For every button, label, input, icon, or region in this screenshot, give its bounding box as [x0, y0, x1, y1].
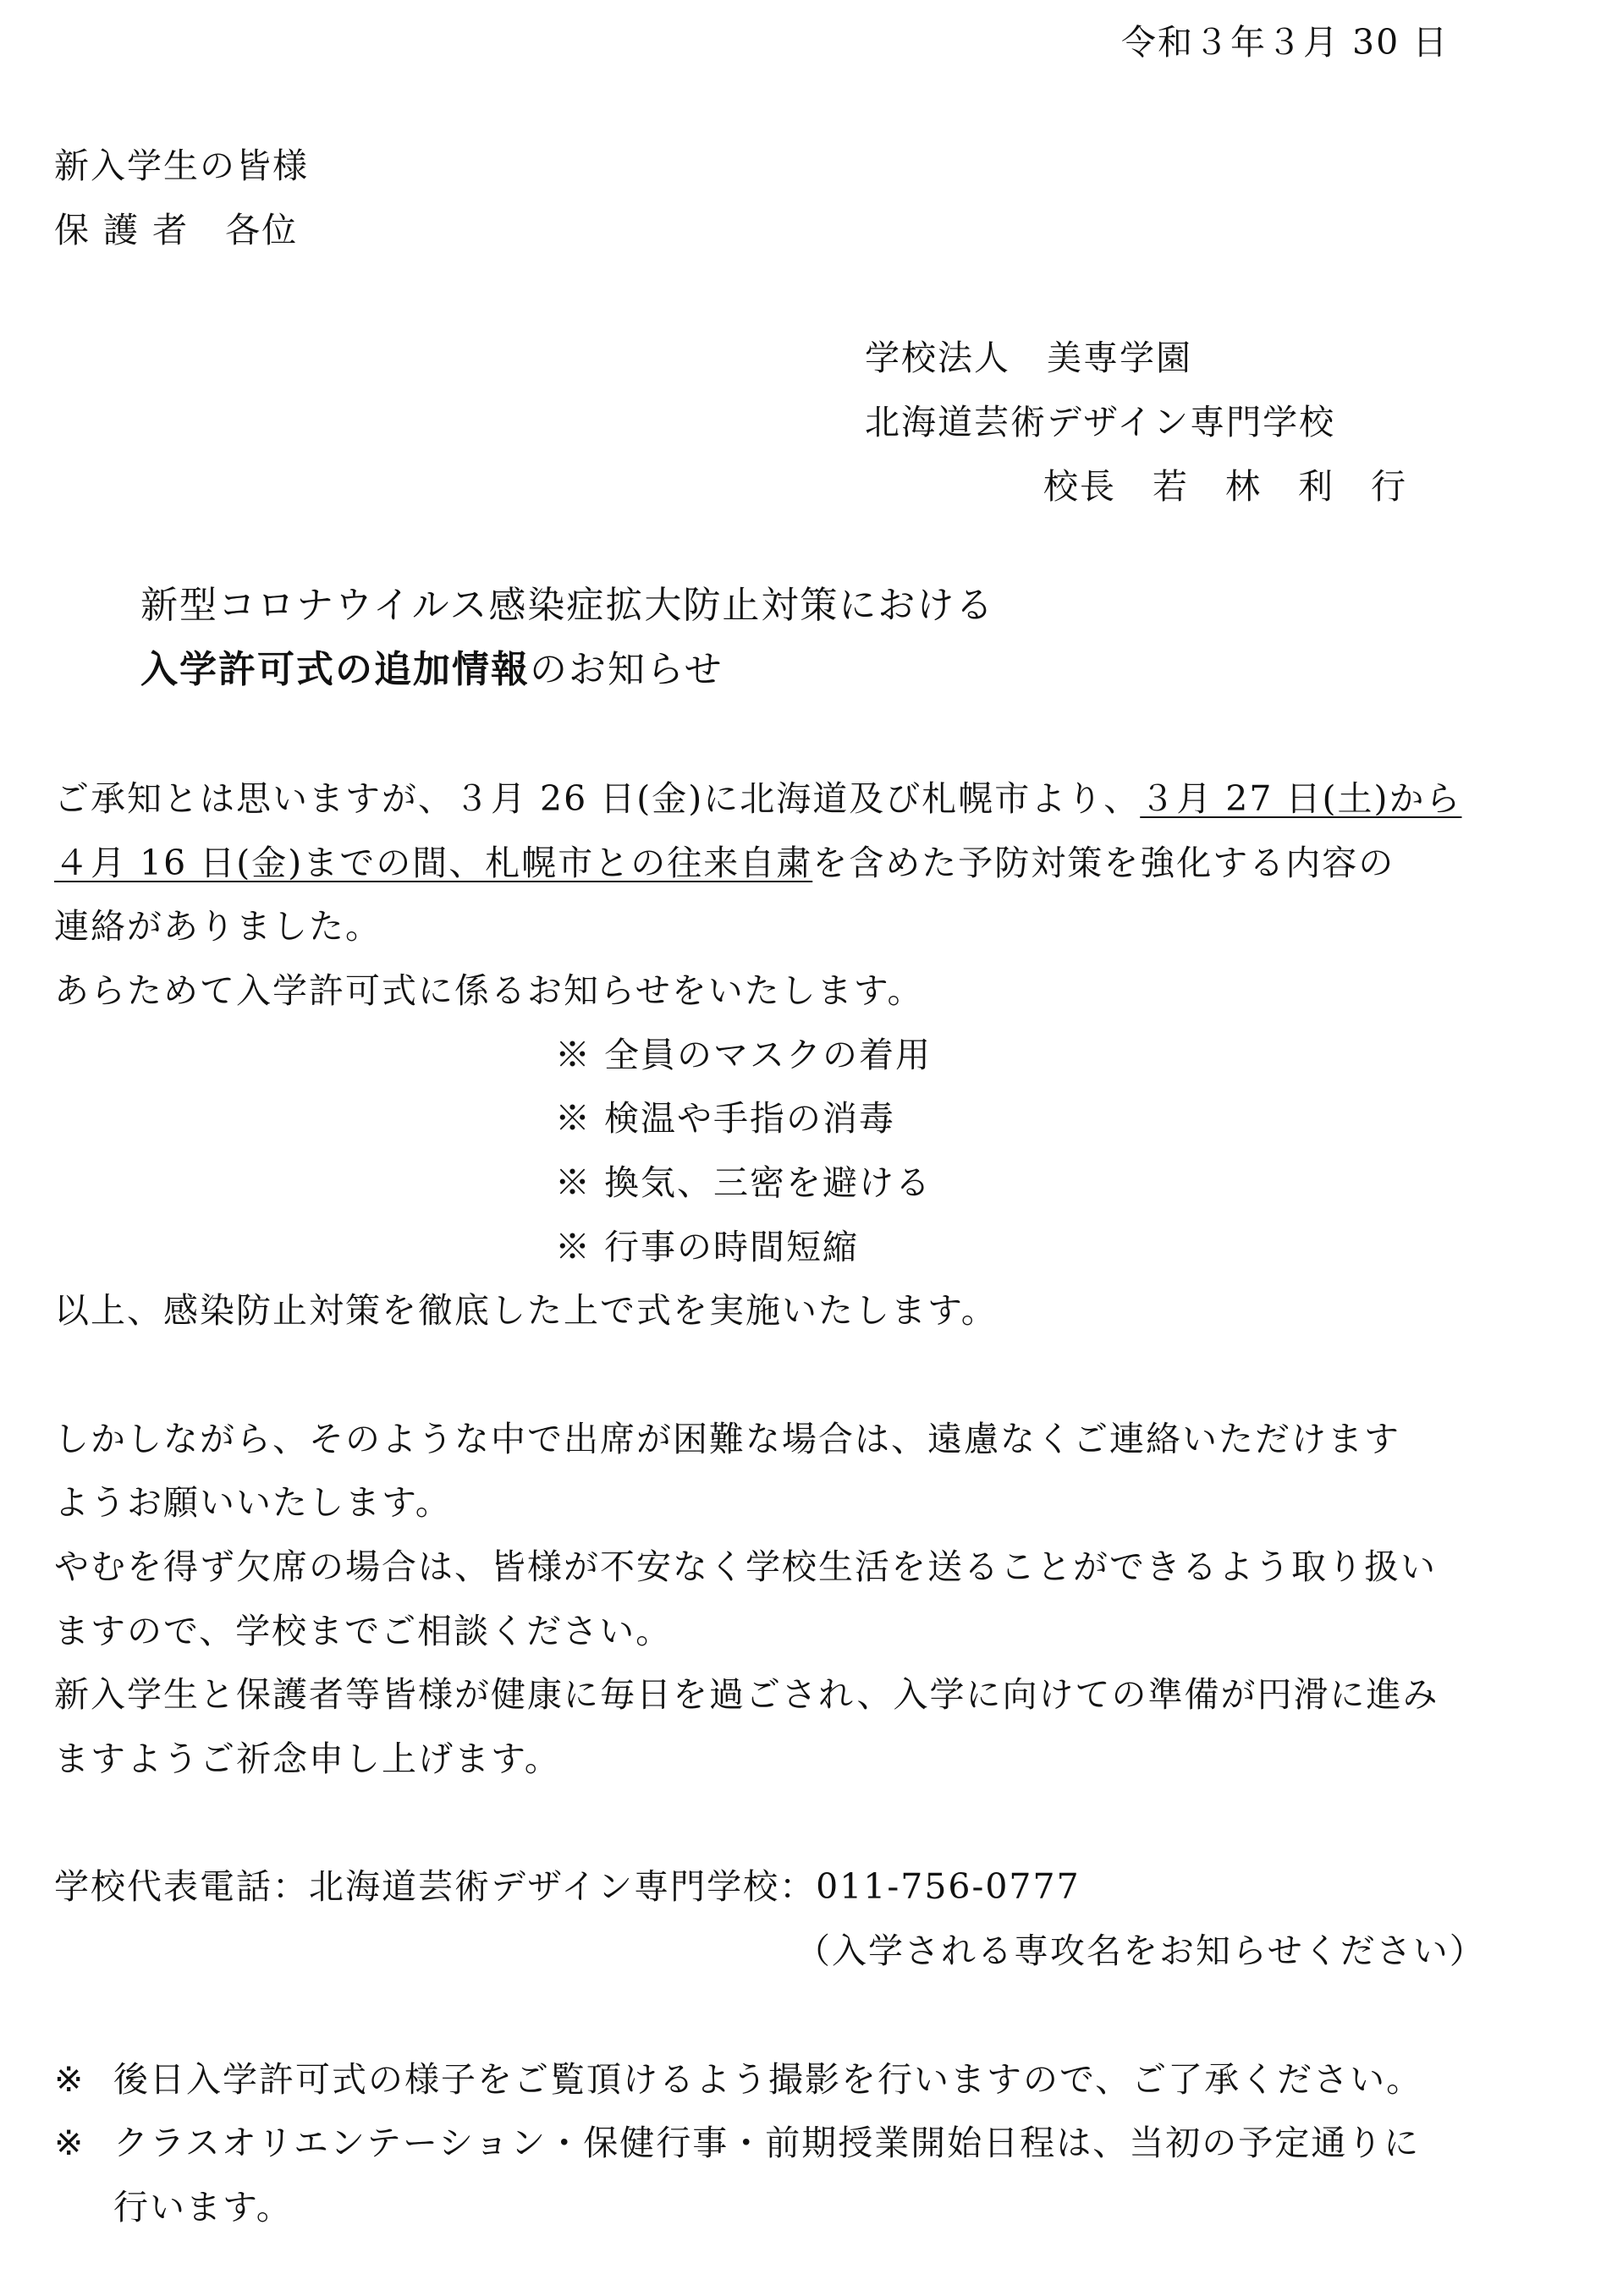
body3-line2: ようお願いいたします。 [54, 1482, 452, 1523]
note-2-continuation: 行います。 [113, 2187, 293, 2227]
body3-line4: ますので、学校までご相談ください。 [54, 1611, 673, 1651]
contact-phone: 学校代表電話：北海道芸術デザイン専門学校：011-756-0777 [54, 1866, 1081, 1907]
body1-line2-text: を含めた予防対策を強化する内容の [812, 843, 1395, 883]
body1-line3: 連絡がありました。 [54, 906, 382, 947]
document-date: 令和３年３月 30 日 [1121, 22, 1450, 63]
measure-item: ※ 行事の時間短縮 [555, 1227, 860, 1267]
title-emphasis: 入学許可式の追加情報 [140, 648, 530, 691]
measure-item: ※ 全員のマスクの着用 [555, 1035, 933, 1075]
sender-school: 北海道芸術デザイン専門学校 [865, 402, 1336, 442]
measure-item: ※ 換気、三密を避ける [555, 1162, 933, 1203]
body3-line5: 新入学生と保護者等皆様が健康に毎日を過ごされ、入学に向けての準備が円滑に進み [54, 1674, 1439, 1715]
document-title-line2 [140, 646, 723, 694]
body1-line2-underlined: ４月 16 日(金)までの間、札幌市との往来自粛 [54, 843, 813, 883]
body1-line2 [54, 839, 1395, 887]
sender-principal: 校長 若 林 利 行 [1043, 466, 1407, 507]
recipient-students: 新入学生の皆様 [54, 146, 309, 186]
note-2-text: クラスオリエンテーション・保健行事・前期授業開始日程は、当初の予定通りに [113, 2123, 1421, 2163]
document-title-line1: 新型コロナウイルス感染症拡大防止対策における [140, 584, 995, 627]
note-mark: ※ [54, 2123, 85, 2163]
contact-note: （入学される専攻名をお知らせください） [795, 1931, 1486, 1971]
body1-line4: あらためて入学許可式に係るお知らせをいたします。 [54, 970, 924, 1011]
note-mark: ※ [54, 2059, 85, 2100]
recipient-guardians: 保 護 者 各位 [54, 210, 299, 250]
body1-line1-underlined: ３月 27 日(土)から [1140, 778, 1462, 819]
note-1-text: 後日入学許可式の様子をご覧頂けるよう撮影を行いますので、ご了承ください。 [113, 2059, 1423, 2100]
body1-line1-text: ご承知とは思いますが、３月 26 日(金)に北海道及び札幌市より、 [54, 778, 1141, 819]
body3-line1: しかしながら、そのような中で出席が困難な場合は、遠慮なくご連絡いただけます [54, 1419, 1400, 1459]
title-rest: のお知らせ [530, 648, 723, 691]
note-2 [54, 2119, 1420, 2167]
body2-line: 以上、感染防止対策を徹底した上で式を実施いたします。 [54, 1290, 998, 1331]
sender-organization: 学校法人 美専学園 [865, 338, 1192, 378]
note-1 [54, 2056, 1422, 2103]
measure-item: ※ 検温や手指の消毒 [555, 1098, 896, 1139]
body3-line3: やむを得ず欠席の場合は、皆様が不安なく学校生活を送ることができるよう取り扱い [54, 1546, 1437, 1587]
body1-line1 [54, 775, 1461, 822]
body3-line6: ますようご祈念申し上げます。 [54, 1738, 561, 1779]
